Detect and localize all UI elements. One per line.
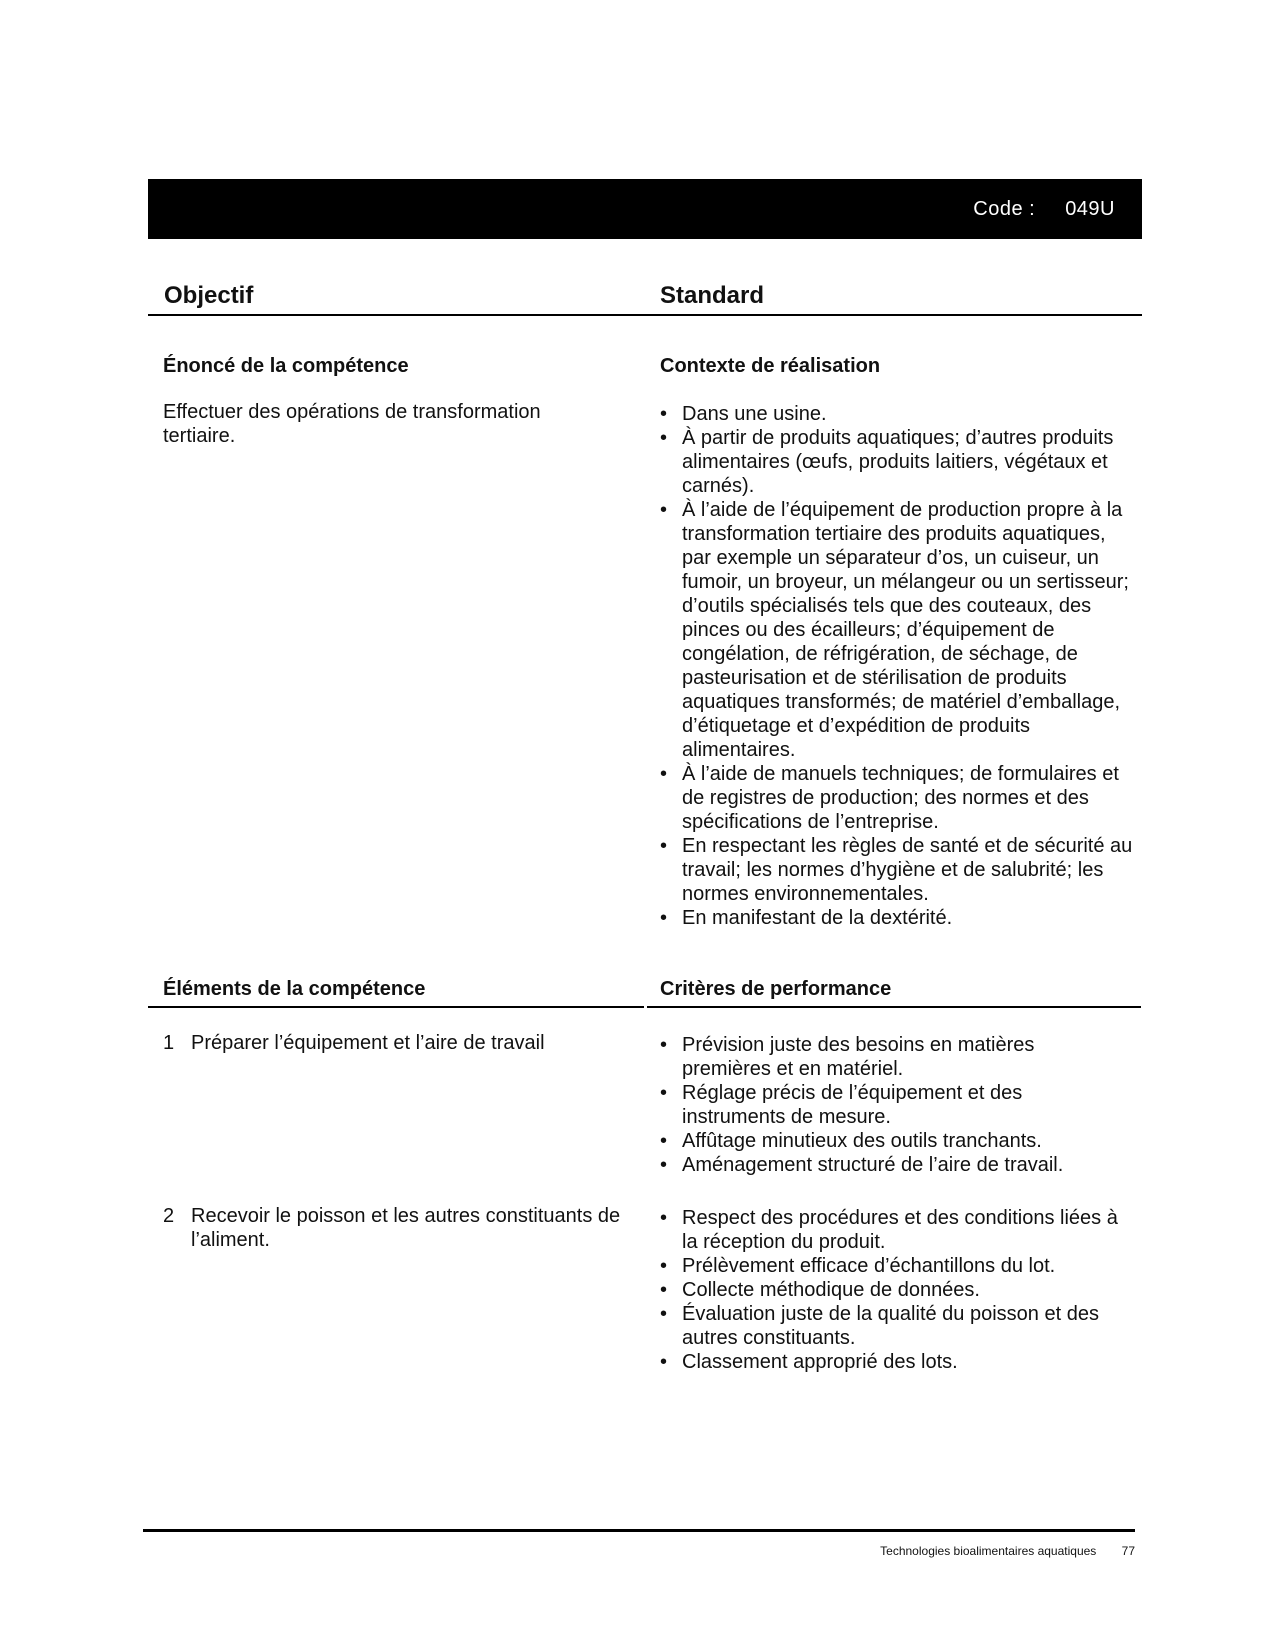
critere-item: • Prélèvement efficace d’échantillons du lot. (660, 1254, 1130, 1278)
objectif-heading: Objectif (164, 282, 254, 309)
element-item-1 (163, 1031, 623, 1055)
code-value: 049U (1065, 197, 1115, 220)
footer-title: Technologies bioalimentaires aquatiques (880, 1544, 1097, 1558)
criteres-list-1 (660, 1033, 1090, 1177)
enonce-text: Effectuer des opérations de transformation tertiaire. (163, 401, 541, 447)
critere-item: • Prévision juste des besoins en matières premières et en matériel. (660, 1033, 1090, 1081)
element-text: Préparer l’équipement et l’aire de travail (191, 1032, 545, 1054)
elements-title: Éléments de la compétence (163, 978, 426, 1000)
contexte-item: • À partir de produits aquatiques; d’autres produits alimentaires (œufs, produits laitiers, végétaux et carnés). (660, 426, 1134, 498)
element-number: 1 (163, 1032, 175, 1054)
critere-item: • Classement approprié des lots. (660, 1350, 1130, 1374)
critere-item: • Aménagement structuré de l’aire de travail. (660, 1153, 1090, 1177)
contexte-title: Contexte de réalisation (660, 355, 881, 377)
contexte-item: • À l’aide de l’équipement de production propre à la transformation tertiaire des produits aquatiques, par exemple un séparateur d’os, un cuiseur, un fumoir, un broyeur, un mélangeur ou un sertisseur; d’outils spécialisés tels que des couteaux, des pinces ou des écailleurs; d’équipement de congélation, de réfrigération, de séchage, de pasteurisation et de stérilisation de produits aquatiques transformés; de matériel d’emballage, d’étiquetage et d’expédition de produits alimentaires. (660, 498, 1134, 762)
code-label: Code : (973, 197, 1036, 220)
enonce-title: Énoncé de la compétence (163, 355, 409, 377)
criteres-title: Critères de performance (660, 978, 892, 1000)
code-bar (148, 179, 1142, 239)
critere-item: • Collecte méthodique de données. (660, 1278, 1130, 1302)
page-number: 77 (1121, 1544, 1135, 1558)
contexte-item: • Dans une usine. (660, 402, 1134, 426)
contexte-item: • En manifestant de la dextérité. (660, 906, 1134, 930)
criteres-list-2 (660, 1206, 1130, 1374)
critere-item: • Évaluation juste de la qualité du poisson et des autres constituants. (660, 1302, 1130, 1350)
standard-heading: Standard (660, 282, 765, 309)
page-footer (880, 1544, 1135, 1558)
section-header-row (148, 278, 1142, 316)
footer-rule (143, 1529, 1135, 1532)
element-number: 2 (163, 1205, 175, 1227)
elements-rule (148, 1006, 644, 1008)
critere-item: • Respect des procédures et des conditions liées à la réception du produit. (660, 1206, 1130, 1254)
element-text: Recevoir le poisson et les autres constituants de l’aliment. (191, 1205, 621, 1251)
contexte-item: • À l’aide de manuels techniques; de formulaires et de registres de production; des normes et des spécifications de l’entreprise. (660, 762, 1134, 834)
contexte-list (660, 402, 1134, 930)
criteres-rule (647, 1006, 1141, 1008)
contexte-item: • En respectant les règles de santé et de sécurité au travail; les normes d’hygiène et de salubrité; les normes environnementales. (660, 834, 1134, 906)
critere-item: • Réglage précis de l’équipement et des instruments de mesure. (660, 1081, 1090, 1129)
element-item-2 (163, 1204, 623, 1252)
critere-item: • Affûtage minutieux des outils tranchants. (660, 1129, 1090, 1153)
